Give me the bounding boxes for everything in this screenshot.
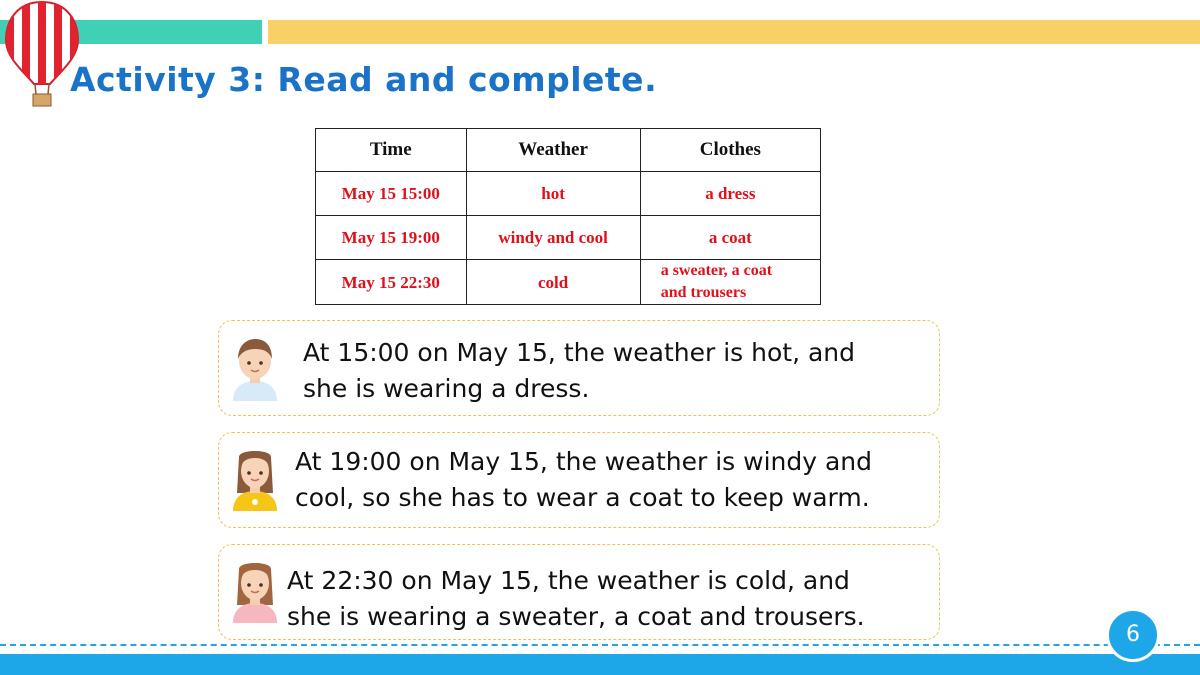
top-bar-yellow <box>268 20 1200 44</box>
sentence-bubble <box>218 544 940 640</box>
sentence-bubble <box>218 320 940 416</box>
cell-time: May 15 15:00 <box>316 172 467 216</box>
sentence-line: At 19:00 on May 15, the weather is windy and <box>295 447 873 476</box>
boy-avatar-icon <box>229 337 281 401</box>
table-header-row <box>316 129 821 172</box>
table-row <box>316 216 821 260</box>
sentence-line: At 15:00 on May 15, the weather is hot, and <box>303 338 855 367</box>
cell-weather: windy and cool <box>466 216 640 260</box>
sentence-text <box>287 563 865 635</box>
cell-clothes-line1: a sweater, a coat <box>660 262 773 279</box>
cell-clothes-line2: and trousers <box>660 284 747 301</box>
sentence-line: cool, so she has to wear a coat to keep warm. <box>295 483 870 512</box>
footer-dashed-line <box>0 644 1200 646</box>
weather-table <box>315 128 821 305</box>
sentence-text <box>303 335 855 407</box>
cell-clothes <box>640 260 820 305</box>
page-number-badge: 6 <box>1106 608 1160 662</box>
sentence-bubble <box>218 432 940 528</box>
footer-bar <box>0 654 1200 675</box>
cell-weather: cold <box>466 260 640 305</box>
sentence-line: she is wearing a sweater, a coat and trousers. <box>287 602 865 631</box>
cell-clothes: a coat <box>640 216 820 260</box>
table-row <box>316 172 821 216</box>
page-title: Activity 3: Read and complete. <box>70 60 658 99</box>
header-time: Time <box>316 129 467 172</box>
cell-time: May 15 22:30 <box>316 260 467 305</box>
header-clothes: Clothes <box>640 129 820 172</box>
table-row <box>316 260 821 305</box>
cell-clothes: a dress <box>640 172 820 216</box>
girl-yellow-avatar-icon <box>229 447 281 511</box>
girl-pink-avatar-icon <box>229 559 281 623</box>
header-weather: Weather <box>466 129 640 172</box>
cell-weather: hot <box>466 172 640 216</box>
cell-time: May 15 19:00 <box>316 216 467 260</box>
sentence-line: At 22:30 on May 15, the weather is cold, and <box>287 566 850 595</box>
sentence-text <box>295 444 872 516</box>
sentence-line: she is wearing a dress. <box>303 374 590 403</box>
